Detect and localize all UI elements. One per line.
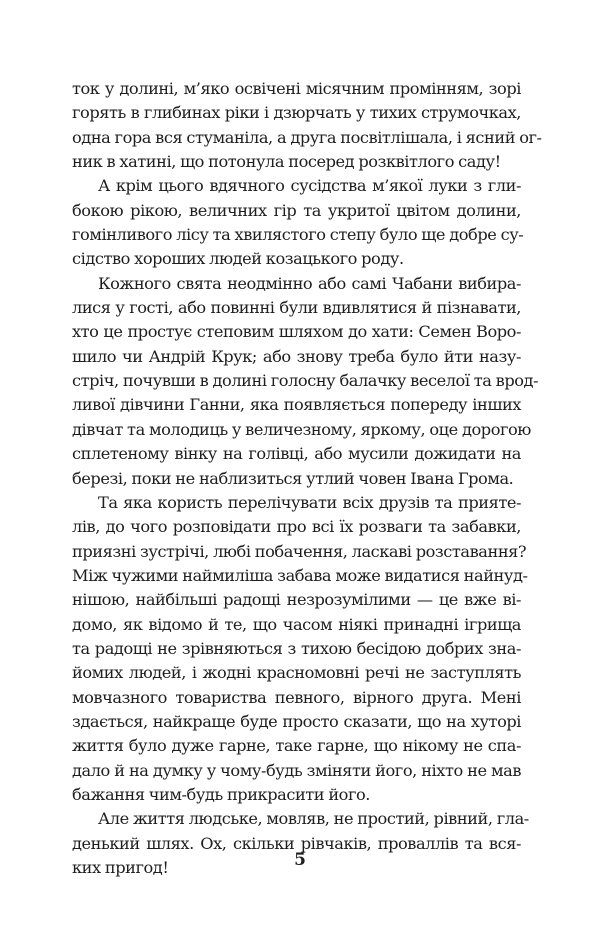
text-line: одна гора вся стуманіла, а друга посвітлішала, і ясний ог- [72,127,542,147]
text-line: сплетеному вінку на голівці, або мусили дожидати на [72,444,521,464]
text-line: стріч, почувши в долині голосну балачку веселої та врод- [72,371,539,391]
text-line: домо, як відомо й те, що часом ніякі принадні ігрища [72,614,521,634]
text-line: сідство хороших людей козацького роду. [72,249,404,269]
text-line: здається, найкраще буде просто сказати, що на хуторі [72,711,521,731]
text-line: ток у долині, м’яко освічені місячним промінням, зорі [72,79,521,98]
page-body [72,77,542,880]
text-line: приязні зустрічі, любі побачення, ласкаві розставання? [72,541,527,561]
text-line: хто це простує степовим шляхом до хати: Семен Воро- [72,322,521,342]
text-line: йомих людей, і жодні красномовні речі не заступлять [72,663,521,683]
text-line: бажання чим-будь прикрасити його. [72,784,370,804]
text-line: лися у гості, або повинні були вдивлятися й пізнавати, [72,298,521,318]
text-line: ливої дівчини Ганни, яка появляється попереду інших [72,395,521,415]
text-line: дівчат та молодиць у величезному, яркому, оце дорогою [72,419,531,439]
text-line: дало й на думку у чому-будь зміняти його, ніхто не мав [72,760,521,780]
text-line: березі, поки не наблизиться утлий човен Івана Грома. [72,468,514,488]
text-line: лів, до чого розповідати про всі їх розваги та забавки, [72,517,521,537]
text-line: денький шлях. Ох, скільки рівчаків, проваллів та вся- [72,833,521,853]
text-line: Та яка користь перелічувати всіх друзів та прияте- [98,492,521,512]
text-line: Але життя людське, мовляв, не простий, рівний, гла- [98,809,529,829]
text-line: горять в глибинах ріки і дзюрчать у тихих струмочках, [72,103,521,123]
page-number: 5 [294,850,306,870]
paragraph [72,491,528,807]
paragraph [72,272,539,491]
text-line: та радощі не зрівняються з тихою бесідою добрих зна- [72,638,521,658]
text-line: ких пригод! [72,858,169,877]
text-line: Між чужими наймиліша забава може видатися найнуд- [72,565,528,585]
paragraph [72,77,542,174]
text-line: ник в хатині, що потонула посеред розквітлого саду! [72,152,501,172]
text-line: гомінливого лісу та хвилястого степу було ще добре су- [72,225,524,245]
text-line: мовчазного товариства певного, вірного друга. Мені [72,687,521,707]
text-line: Кожного свята неодмінно або самі Чабани вибира- [98,273,521,293]
text-line: життя було дуже гарне, таке гарне, що нікому не спа- [72,736,521,756]
text-line: нішою, найбільші радощі незрозумілими — це вже ві- [72,590,521,610]
text-line: шило чи Андрій Крук; або знову треба було йти назу- [72,346,521,366]
text-line: бокою рікою, величних гір та укритої цвітом долини, [72,200,521,220]
text-line: А крім цього вдячного сусідства м’якої луки з гли- [98,176,521,196]
paragraph [72,174,524,271]
